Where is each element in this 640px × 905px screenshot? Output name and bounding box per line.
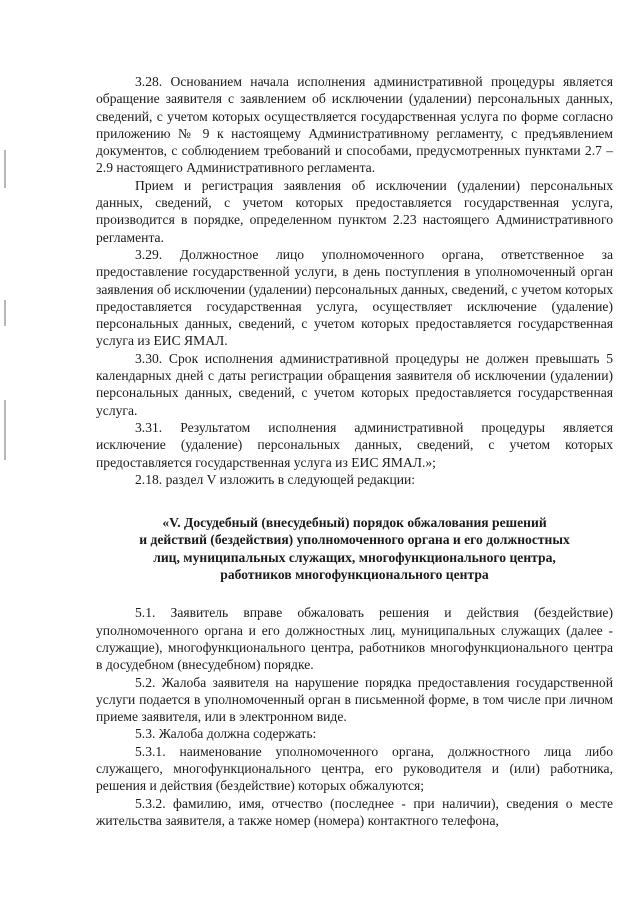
- document-body: [96, 73, 613, 829]
- paragraph-registration: Прием и регистрация заявления об исключении (удалении) персональных данных, сведений, с учетом которых предоставляется государственная услуга, производится в порядке, определенном пунктом 2.23 настоящего Административного регламента.: [96, 177, 613, 245]
- scan-edge-mark: [4, 150, 6, 188]
- paragraph-3-31: 3.31. Результатом исполнения административной процедуры является исключение (удаление) персональных данных, сведений, с учетом которых предоставляется государственная услуга из ЕИС ЯМАЛ.»;: [96, 419, 613, 470]
- heading-line: «V. Досудебный (внесудебный) порядок обжалования решений: [162, 515, 547, 531]
- paragraph-5-3: 5.3. Жалоба должна содержать:: [135, 726, 317, 742]
- paragraph-3-30: 3.30. Срок исполнения административной процедуры не должен превышать 5 календарных дней с даты регистрации обращения заявителя об исключении (удалении) персональных данных, сведений, с учетом которых предоставляется государственная услуга.: [96, 350, 613, 418]
- paragraph-3-28: 3.28. Основанием начала исполнения административной процедуры является обращение заявителя с заявлением об исключении (удалении) персональных данных, сведений, с учетом которых осуществляется государственная услуга по форме согласно приложению № 9 к настоящему Административному регламенту, с предъявлением документов, с соблюдением требований и способами, предусмотренных пунктами 2.7 – 2.9 настоящего Административного регламента.: [96, 74, 613, 176]
- heading-line: работников многофункционального центра: [220, 567, 489, 583]
- scan-edge-mark: [4, 300, 6, 326]
- scan-edge-mark: [4, 400, 6, 460]
- paragraph-3-29: 3.29. Должностное лицо уполномоченного органа, ответственное за предоставление государственной услуги, в день поступления в уполномоченный орган заявления об исключении (удалении) персональных данных, сведений, с учетом которых предоставляется государственная услуга, осуществляет исключение (удаление) персональных данных, сведений, с учетом которых предоставляется государственная услуга из ЕИС ЯМАЛ.: [96, 246, 613, 349]
- heading-line: и действий (бездействия) уполномоченного органа и его должностных: [139, 532, 570, 548]
- paragraph-5-2: 5.2. Жалоба заявителя на нарушение порядка предоставления государственной услуги подается в уполномоченный орган в письменной форме, в том числе при личном приеме заявителя, или в электронном виде.: [96, 674, 613, 725]
- paragraph-5-1: 5.1. Заявитель вправе обжаловать решения и действия (бездействие) уполномоченного органа и его должностных лиц, муниципальных служащих (далее - служащие), многофункционального центра, работников многофункционального центра в досудебном (внесудебном) порядке.: [96, 605, 613, 673]
- paragraph-2-18: 2.18. раздел V изложить в следующей редакции:: [135, 471, 416, 487]
- section-v-heading: [96, 514, 613, 583]
- paragraph-5-3-1: 5.3.1. наименование уполномоченного органа, должностного лица либо служащего, многофункционального центра, его руководителя и (или) работника, решения и действия (бездействие) которых обжалуются;: [96, 743, 613, 794]
- paragraph-5-3-2: 5.3.2. фамилию, имя, отчество (последнее - при наличии), сведения о месте жительства заявителя, а также номер (номера) контактного телефона,: [96, 795, 613, 828]
- heading-line: лиц, муниципальных служащих, многофункционального центра,: [153, 549, 556, 565]
